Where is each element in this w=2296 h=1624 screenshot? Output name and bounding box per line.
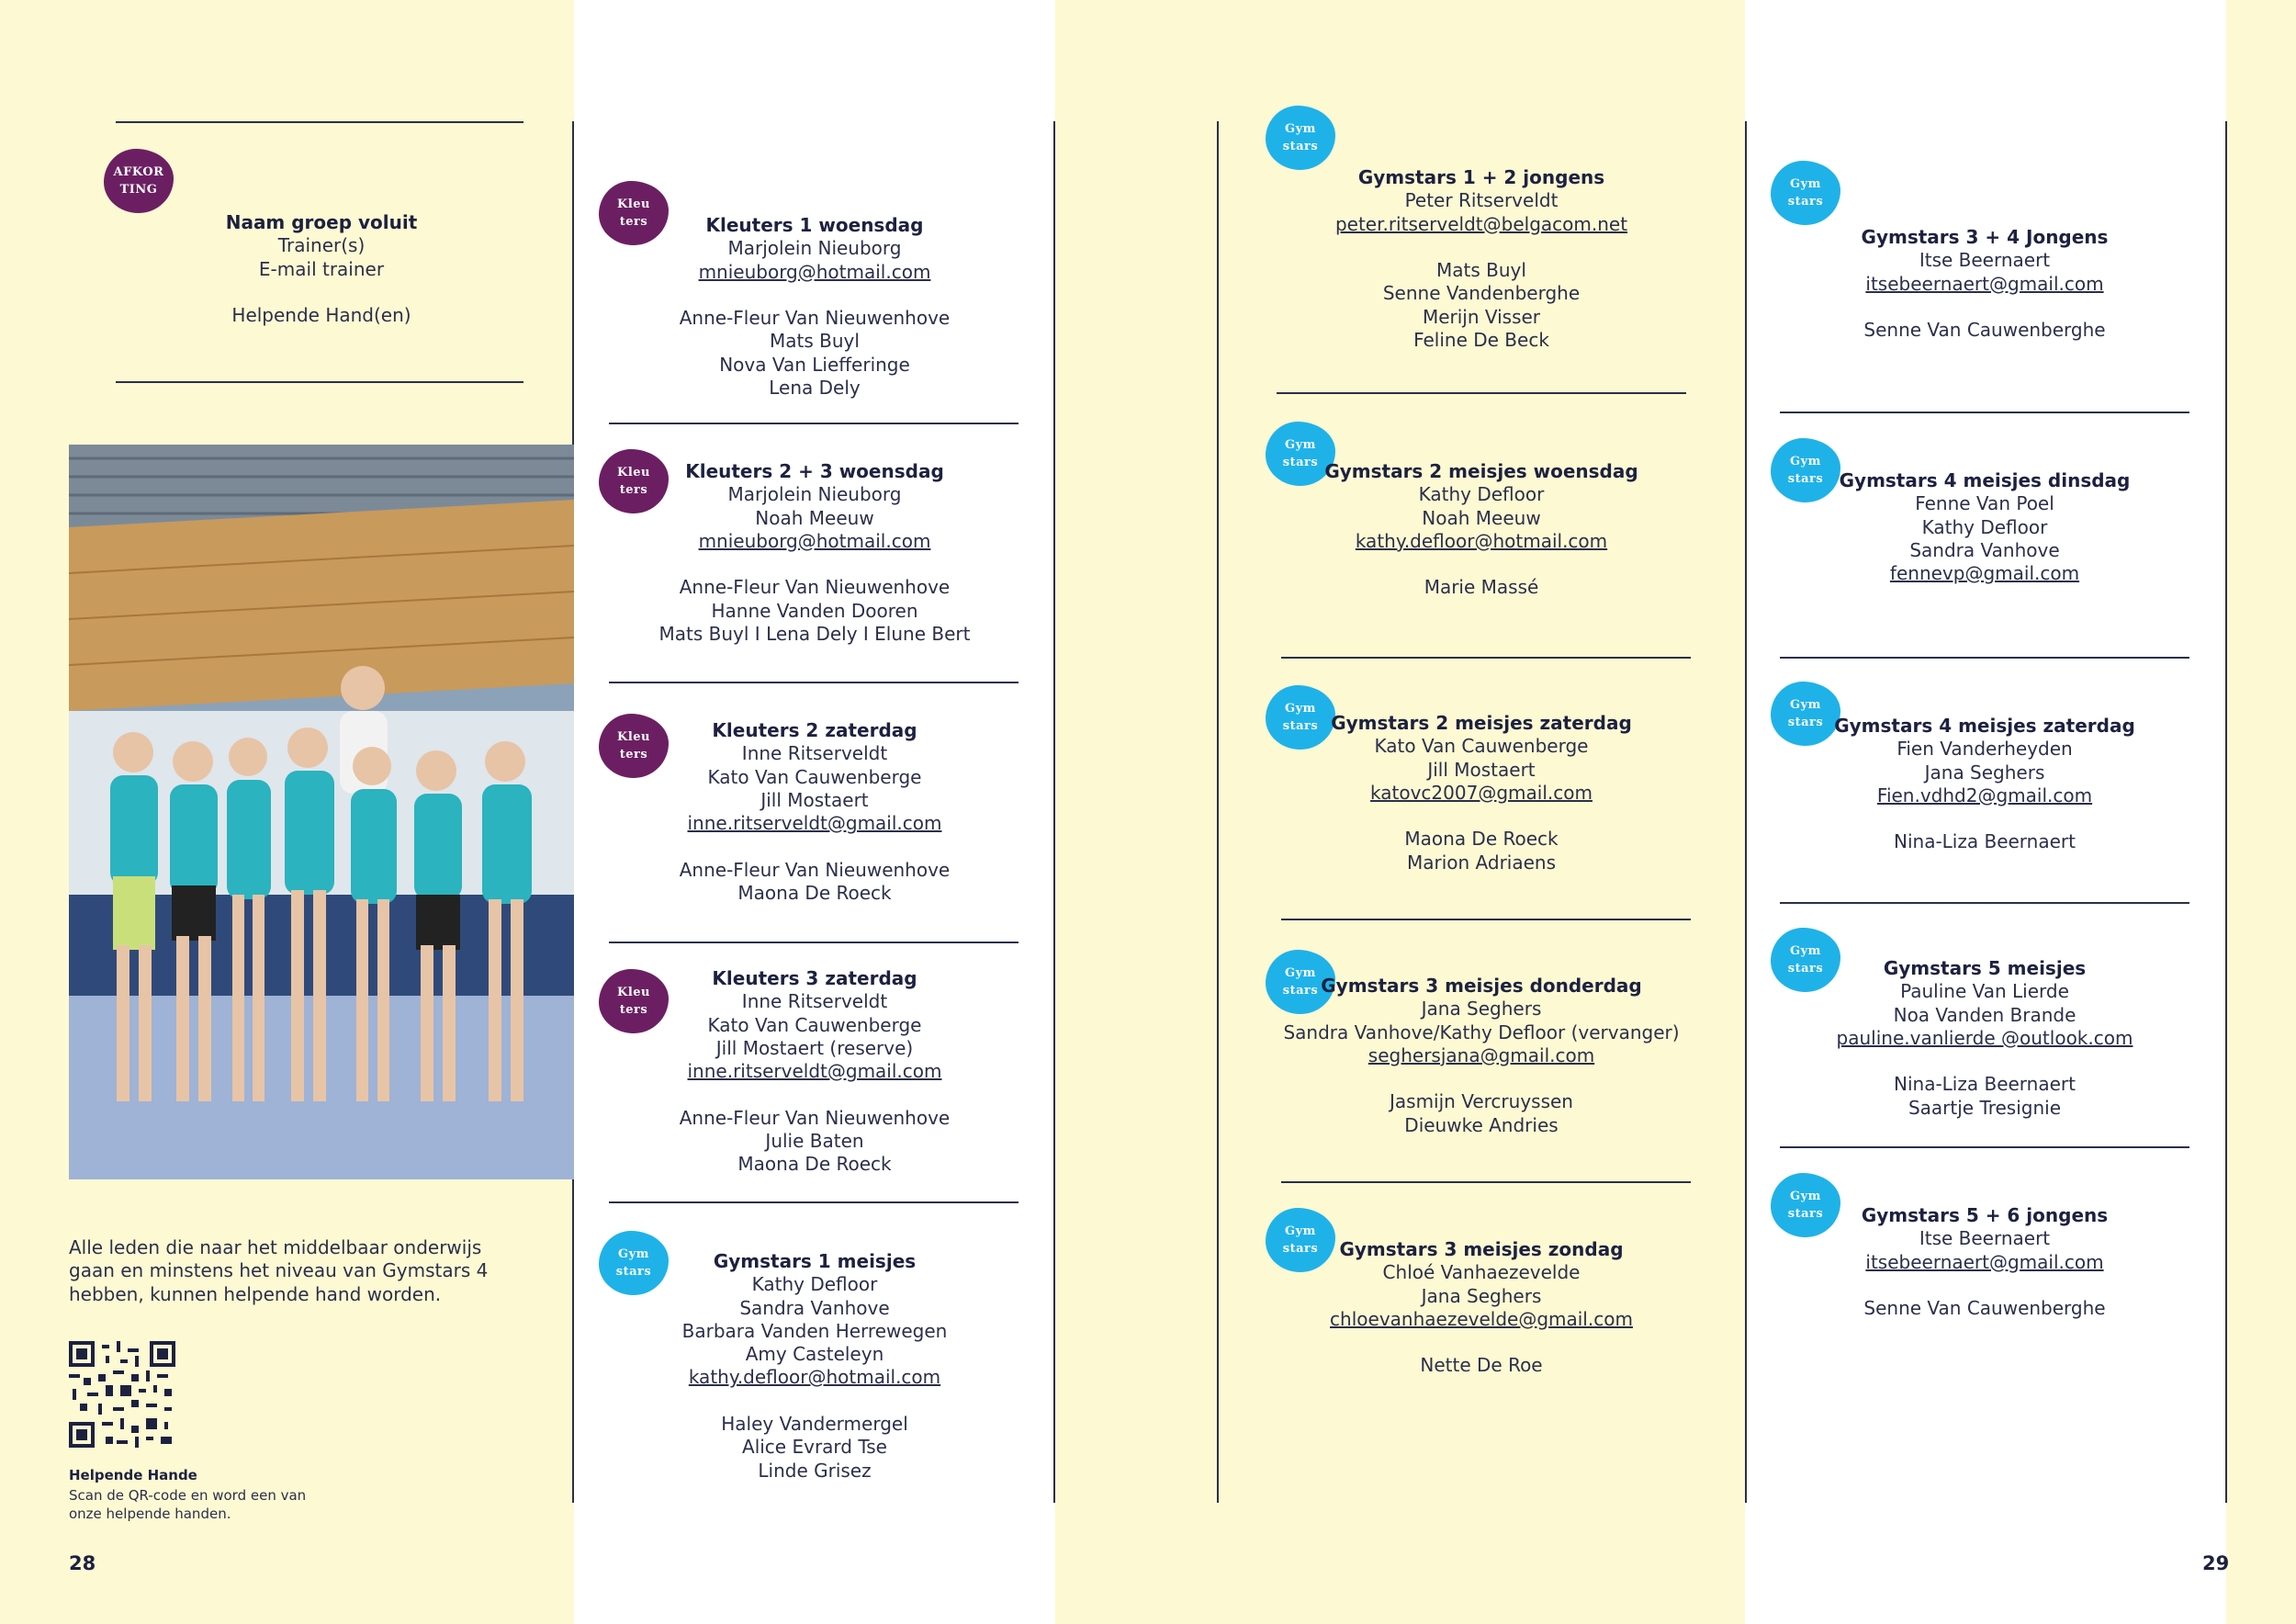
trainer-email-link[interactable]: seghersjana@gmail.com: [1367, 1043, 1595, 1066]
trainer-name: Kathy Defloor: [751, 1273, 878, 1296]
group-gymstars-1-2-jongens: [1252, 166, 1711, 352]
legend-line: Helpende Hand(en): [231, 304, 411, 327]
group-separator: [609, 1201, 1019, 1203]
spacer: [1755, 807, 2214, 830]
trainer-name: Sandra Vanhove: [739, 1296, 890, 1319]
helpers-text: Scan de QR-code en word een van onze helpende handen.: [69, 1487, 307, 1522]
helper-name: Marie Massé: [1424, 576, 1539, 599]
trainer-name: Amy Casteleyn: [745, 1343, 884, 1366]
helper-name: Haley Vandermergel: [721, 1413, 908, 1436]
group-title: Kleuters 1 woensdag: [705, 214, 924, 236]
group-gymstars-4-meisjes-zaterdag: [1755, 715, 2214, 854]
trainer-name: Inne Ritserveldt: [741, 742, 888, 765]
badge-label: Gym stars: [1282, 702, 1319, 733]
trainer-email-link[interactable]: pauline.vanlierde @outlook.com: [1836, 1026, 2133, 1049]
trainer-email-link[interactable]: katovc2007@gmail.com: [1370, 781, 1593, 804]
legend-rule-bottom: [116, 381, 523, 383]
trainer-name: Fenne Van Poel: [1915, 492, 2054, 515]
trainer-email-link[interactable]: Fien.vdhd2@gmail.com: [1876, 784, 2093, 806]
helper-name: Nette De Roe: [1420, 1354, 1543, 1377]
trainer-name: Kato Van Cauwenberge: [1374, 735, 1589, 758]
trainer-email-link[interactable]: mnieuborg@hotmail.com: [698, 260, 931, 283]
helper-name: Maona De Roeck: [737, 1153, 892, 1176]
trainer-email-link[interactable]: peter.ritserveldt@belgacom.net: [1334, 212, 1628, 235]
group-title: Gymstars 1 + 2 jongens: [1357, 166, 1605, 188]
helper-name: Maona De Roeck: [737, 882, 892, 905]
column-rule: [1217, 121, 1219, 1503]
trainer-email-link[interactable]: chloevanhaezevelde@gmail.com: [1330, 1307, 1633, 1330]
group-separator: [1780, 657, 2189, 659]
legend-badge: [104, 149, 174, 213]
group-title: Gymstars 4 meisjes dinsdag: [1839, 469, 2131, 491]
helper-name: Senne Van Cauwenberghe: [1863, 1297, 2106, 1320]
trainer-email-link[interactable]: inne.ritserveldt@gmail.com: [687, 812, 942, 835]
trainer-name: Jana Seghers: [1421, 998, 1542, 1021]
column-rule: [1745, 121, 1747, 1503]
qr-code[interactable]: [69, 1341, 175, 1448]
group-title: Kleuters 2 + 3 woensdag: [685, 460, 944, 482]
spacer: [1252, 1331, 1711, 1354]
helper-name: Feline De Beck: [1413, 329, 1549, 352]
column-rule: [2225, 121, 2227, 1503]
page-number-left: 28: [69, 1552, 96, 1574]
helper-name: Merijn Visser: [1422, 305, 1541, 328]
helper-name: Saartje Tresignie: [1908, 1096, 2062, 1119]
trainer-name: Sandra Vanhove: [1909, 538, 2060, 561]
badge-label: Gym stars: [1282, 966, 1319, 998]
spacer: [1755, 1050, 2214, 1073]
group-gymstars-4-meisjes-dinsdag: [1755, 469, 2214, 585]
group-title: Gymstars 1 meisjes: [713, 1250, 917, 1272]
trainer-name: Kato Van Cauwenberge: [707, 1013, 922, 1036]
group-title: Kleuters 3 zaterdag: [712, 967, 917, 989]
helper-name: Linde Grisez: [758, 1459, 872, 1482]
helper-name: Mats Buyl: [770, 330, 860, 353]
trainer-name: Noah Meeuw: [1422, 506, 1541, 529]
legend-block: [184, 211, 459, 327]
group-title: Gymstars 2 meisjes woensdag: [1324, 460, 1638, 482]
gymstars-badge: [1266, 106, 1335, 170]
helper-name: Anne-Fleur Van Nieuwenhove: [679, 1106, 951, 1129]
helper-name: Senne Van Cauwenberghe: [1863, 319, 2106, 342]
group-title: Gymstars 3 meisjes donderdag: [1321, 975, 1642, 997]
badge-label: Kleu ters: [617, 730, 650, 761]
group-title: Kleuters 2 zaterdag: [712, 719, 917, 741]
helper-name: Hanne Vanden Dooren: [711, 599, 918, 622]
trainer-email-link[interactable]: inne.ritserveldt@gmail.com: [687, 1060, 942, 1083]
group-title: Gymstars 2 meisjes zaterdag: [1331, 712, 1632, 734]
trainer-name: Barbara Vanden Herrewegen: [681, 1319, 948, 1342]
legend-badge-label: AFKOR TING: [113, 165, 164, 197]
column-rule: [1053, 121, 1055, 1503]
spacer: [1252, 236, 1711, 259]
spacer: [1755, 296, 2214, 319]
spacer: [1252, 1067, 1711, 1090]
spacer: [631, 835, 998, 858]
trainer-name: Kathy Defloor: [1418, 483, 1545, 506]
spacer: [631, 553, 998, 576]
trainer-name: Noah Meeuw: [755, 506, 874, 529]
badge-label: Gym stars: [1787, 1190, 1824, 1221]
group-title: Gymstars 3 + 4 Jongens: [1861, 226, 2109, 248]
badge-label: Gym stars: [1787, 455, 1824, 486]
trainer-name: Inne Ritserveldt: [741, 990, 888, 1013]
trainer-name: Noa Vanden Brande: [1893, 1003, 2077, 1026]
group-gymstars-3-4-jongens: [1755, 226, 2214, 342]
helper-name: Jasmijn Vercruyssen: [1390, 1090, 1573, 1113]
helper-name: Nova Van Liefferinge: [719, 353, 910, 376]
helper-name: Julie Baten: [765, 1130, 864, 1153]
badge-label: Gym stars: [1787, 698, 1824, 729]
helper-name: Nina-Liza Beernaert: [1894, 830, 2076, 853]
helpers-title: Helpende Hande: [69, 1467, 197, 1483]
helper-name: Nina-Liza Beernaert: [1894, 1073, 2076, 1096]
trainer-name: Chloé Vanhaezevelde: [1382, 1261, 1581, 1284]
trainer-name: Jill Mostaert: [760, 788, 869, 811]
helper-name: Anne-Fleur Van Nieuwenhove: [679, 576, 951, 599]
helper-name: Mats Buyl I Lena Dely I Elune Bert: [658, 623, 971, 646]
helper-name: Mats Buyl: [1436, 259, 1526, 282]
badge-label: Kleu ters: [617, 986, 650, 1017]
trainer-email-link[interactable]: kathy.defloor@hotmail.com: [1355, 529, 1608, 552]
spacer: [631, 284, 998, 307]
group-separator: [609, 942, 1019, 943]
trainer-email-link[interactable]: fennevp@gmail.com: [1889, 562, 2080, 585]
badge-label: Gym stars: [1282, 1224, 1319, 1256]
trainer-name: Jill Mostaert: [1427, 758, 1536, 781]
group-separator: [1780, 412, 2189, 413]
group-separator: [1277, 392, 1686, 394]
badge-label: Gym stars: [1787, 177, 1824, 209]
helper-name: Senne Vandenberghe: [1382, 282, 1581, 305]
badge-label: Gym stars: [1282, 438, 1319, 469]
helper-name: Marion Adriaens: [1406, 851, 1557, 874]
trainer-email-link[interactable]: itsebeernaert@gmail.com: [1865, 272, 2104, 295]
legend-line: Trainer(s): [277, 234, 366, 257]
page-number-right: 29: [2202, 1552, 2230, 1574]
helper-name: Maona De Roeck: [1404, 828, 1559, 851]
legend-title: Naam groep voluit: [225, 211, 418, 233]
helper-name: Alice Evrard Tse: [742, 1436, 887, 1459]
intro-text: Alle leden die naar het middelbaar onderwijs gaan en minstens het niveau van Gymstars 4 hebben, kunnen helpende hand worden.: [69, 1236, 489, 1305]
trainer-name: Kato Van Cauwenberge: [707, 765, 922, 788]
group-kleuters-3-zaterdag: [631, 967, 998, 1177]
spacer: [631, 1083, 998, 1106]
group-title: Gymstars 5 meisjes: [1883, 957, 2087, 979]
group-kleuters-2-3-woensdag: [631, 460, 998, 646]
trainer-email-link[interactable]: mnieuborg@hotmail.com: [698, 529, 931, 552]
trainer-name: Itse Beernaert: [1919, 1227, 2051, 1250]
trainer-name: Marjolein Nieuborg: [727, 483, 902, 506]
group-separator: [1780, 902, 2189, 904]
trainer-name: Jana Seghers: [1421, 1284, 1542, 1307]
spacer: [1755, 1274, 2214, 1297]
group-separator: [609, 682, 1019, 683]
group-separator: [1281, 919, 1691, 920]
group-gymstars-3-meisjes-donderdag: [1252, 975, 1711, 1137]
group-gymstars-5-meisjes: [1755, 957, 2214, 1120]
group-separator: [1281, 657, 1691, 659]
helper-name: Lena Dely: [769, 377, 861, 400]
group-gymstars-3-meisjes-zondag: [1252, 1238, 1711, 1378]
spacer: [631, 1390, 998, 1413]
trainer-name: Jana Seghers: [1924, 761, 2045, 784]
group-separator: [609, 423, 1019, 424]
trainer-name: Fien Vanderheyden: [1896, 738, 2073, 761]
trainer-name: Marjolein Nieuborg: [727, 237, 902, 260]
helper-name: Anne-Fleur Van Nieuwenhove: [679, 858, 951, 881]
group-gymstars-2-meisjes-zaterdag: [1252, 712, 1711, 874]
badge-label: Gym stars: [615, 1247, 652, 1279]
group-kleuters-1-woensdag: [631, 214, 998, 400]
group-title: Gymstars 4 meisjes zaterdag: [1834, 715, 2135, 737]
group-gymstars-1-meisjes: [631, 1250, 998, 1483]
trainer-email-link[interactable]: itsebeernaert@gmail.com: [1865, 1250, 2104, 1273]
trainer-name: Kathy Defloor: [1921, 515, 2048, 538]
group-gymstars-2-meisjes-woensdag: [1252, 460, 1711, 600]
trainer-name: Sandra Vanhove/Kathy Defloor (vervanger): [1283, 1021, 1680, 1043]
helper-name: Anne-Fleur Van Nieuwenhove: [679, 307, 951, 330]
trainer-email-link[interactable]: kathy.defloor@hotmail.com: [688, 1366, 941, 1389]
trainer-name: Peter Ritserveldt: [1404, 189, 1559, 212]
group-photo: [69, 445, 574, 1179]
group-gymstars-5-6-jongens: [1755, 1204, 2214, 1320]
spacer: [1252, 805, 1711, 828]
trainer-name: Itse Beernaert: [1919, 249, 2051, 272]
legend-rule-top: [116, 121, 523, 123]
group-kleuters-2-zaterdag: [631, 719, 998, 905]
trainer-name: Pauline Van Lierde: [1900, 980, 2069, 1003]
trainer-name: Jill Mostaert (reserve): [715, 1036, 914, 1059]
group-separator: [1780, 1146, 2189, 1148]
badge-label: Kleu ters: [617, 197, 650, 229]
group-separator: [1281, 1181, 1691, 1183]
badge-label: Gym stars: [1787, 944, 1824, 976]
badge-label: Kleu ters: [617, 466, 650, 497]
group-title: Gymstars 5 + 6 jongens: [1861, 1204, 2109, 1226]
badge-label: Gym stars: [1282, 122, 1319, 153]
helper-name: Dieuwke Andries: [1404, 1113, 1559, 1136]
group-title: Gymstars 3 meisjes zondag: [1339, 1238, 1624, 1260]
spacer: [1252, 553, 1711, 576]
legend-line: E-mail trainer: [258, 257, 385, 280]
